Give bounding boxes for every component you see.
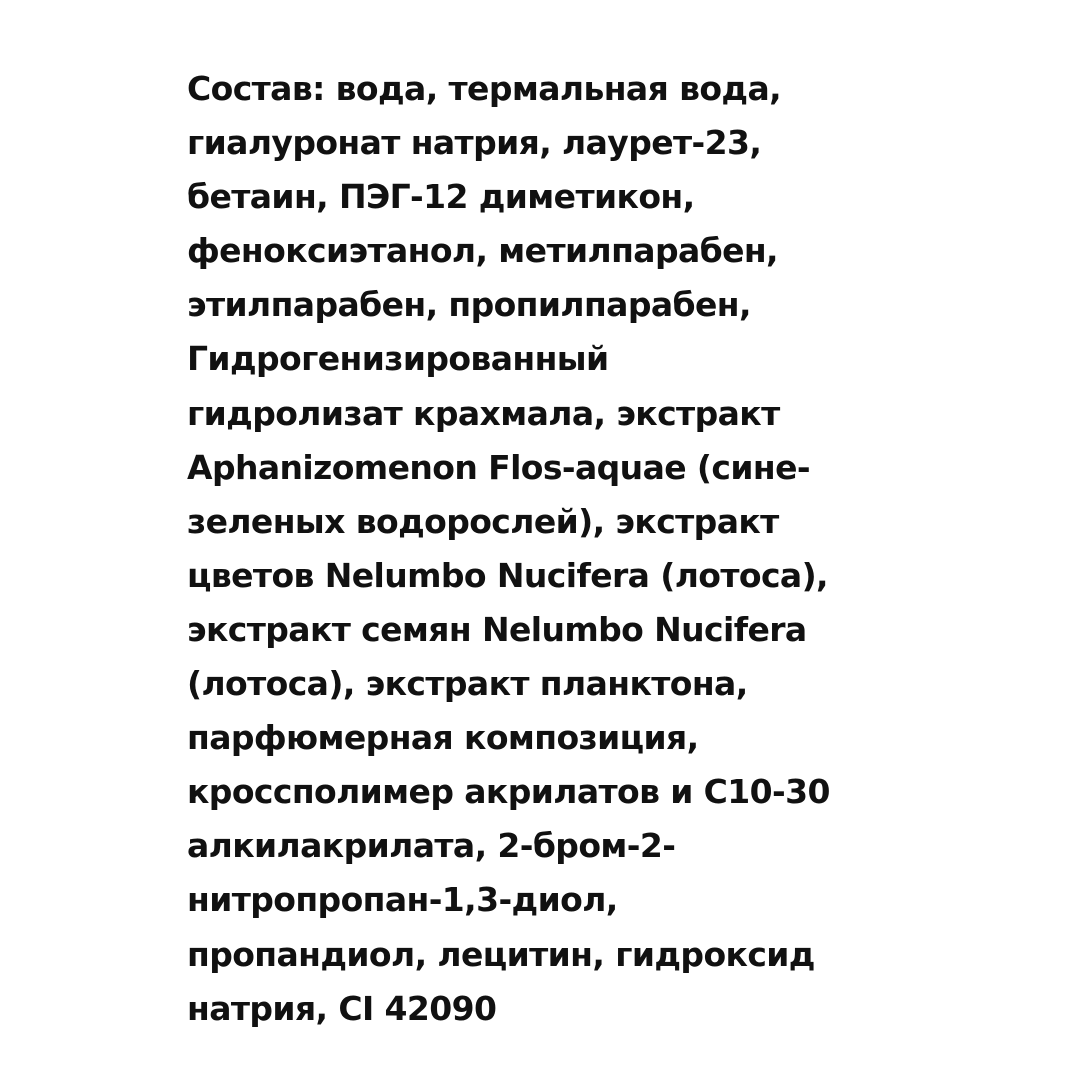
ingredients-line: феноксиэтанол, метилпарабен,	[187, 231, 778, 271]
ingredients-line: нитропропан-1,3-диол,	[187, 880, 618, 920]
ingredients-line: натрия, CI 42090	[187, 988, 497, 1028]
ingredients-line: этилпарабен, пропилпарабен,	[187, 285, 751, 325]
ingredients-line: кроссполимер акрилатов и C10-30	[187, 772, 830, 812]
ingredients-line: алкилакрилата, 2-бром-2-	[187, 826, 676, 866]
ingredients-line: Aphanizomenon Flos-aquae (сине-	[187, 447, 810, 487]
ingredients-line: парфюмерная композиция,	[187, 718, 699, 758]
ingredients-line: Гидрогенизированный	[187, 339, 609, 379]
ingredients-line: экстракт семян Nelumbo Nucifera	[187, 609, 807, 649]
ingredients-text	[187, 62, 1047, 1036]
ingredients-line: цветов Nelumbo Nucifera (лотоса),	[187, 555, 828, 595]
ingredients-line: бетаин, ПЭГ-12 диметикон,	[187, 177, 695, 217]
ingredients-line: (лотоса), экстракт планктона,	[187, 664, 748, 704]
ingredients-line: гиалуронат натрия, лаурет-23,	[187, 123, 762, 163]
ingredients-line: пропандиол, лецитин, гидроксид	[187, 934, 815, 974]
ingredients-line: зеленых водорослей), экстракт	[187, 501, 779, 541]
ingredients-line: Состав: вода, термальная вода,	[187, 69, 782, 108]
ingredients-line: гидролизат крахмала, экстракт	[187, 393, 780, 433]
